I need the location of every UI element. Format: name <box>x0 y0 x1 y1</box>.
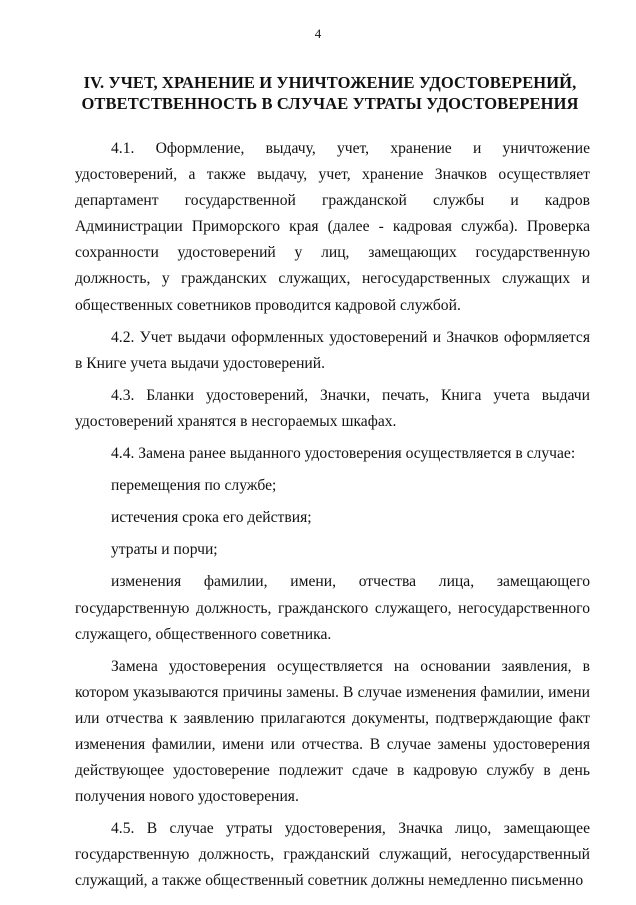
section-body <box>75 136 590 895</box>
section-heading-line-2: ОТВЕТСТВЕННОСТЬ В СЛУЧАЕ УТРАТЫ УДОСТОВЕРЕНИЯ <box>81 94 579 113</box>
paragraph-4-3: 4.3. Бланки удостоверений, Значки, печать, Книга учета выдачи удостоверений хранятся в несгораемых шкафах. <box>75 386 590 430</box>
page-number: 4 <box>314 26 322 41</box>
paragraph-4-2: 4.2. Учет выдачи оформленных удостоверений и Значков оформляется в Книге учета выдачи удостоверений. <box>75 328 590 372</box>
paragraph-4-5: 4.5. В случае утраты удостоверения, Значка лицо, замещающее государственную должность, гражданский служащий, негосударственный служащий, а также общественный советник должны немедленно письменно <box>75 820 590 890</box>
section-heading-line-1: IV. УЧЕТ, ХРАНЕНИЕ И УНИЧТОЖЕНИЕ УДОСТОВЕРЕНИЙ, <box>83 73 577 92</box>
paragraph-4-1: 4.1. Оформление, выдачу, учет, хранение и уничтожение удостоверений, а также выдачу, учет, хранение Значков осуществляет департамент государственной гражданской службы и кадров Администрации Приморского края (далее - кадровая служба). Проверка сохранности удостоверений у лиц, замещающих государственную должность, у гражданских служащих, негосударственных служащих и общественных советников проводится кадровой службой. <box>75 140 590 314</box>
case-expiry: истечения срока его действия; <box>111 509 312 527</box>
paragraph-replacement: Замена удостоверения осуществляется на основании заявления, в котором указываются причины замены. В случае изменения фамилии, имени или отчества к заявлению прилагаются документы, подтверждающие факт изменения фамилии, имени или отчества. В случае замены удостоверения действующее удостоверение подлежит сдаче в кадровую службу в день получения нового удостоверения. <box>75 657 590 806</box>
section-heading <box>60 72 600 114</box>
case-loss-damage: утраты и порчи; <box>111 541 218 559</box>
paragraph-4-4: 4.4. Замена ранее выданного удостоверения осуществляется в случае: <box>111 445 576 463</box>
case-transfer: перемещения по службе; <box>111 477 277 495</box>
case-name-change: изменения фамилии, имени, отчества лица, замещающего государственную должность, гражданского служащего, негосударственного служащего, общественного советника. <box>75 573 590 643</box>
